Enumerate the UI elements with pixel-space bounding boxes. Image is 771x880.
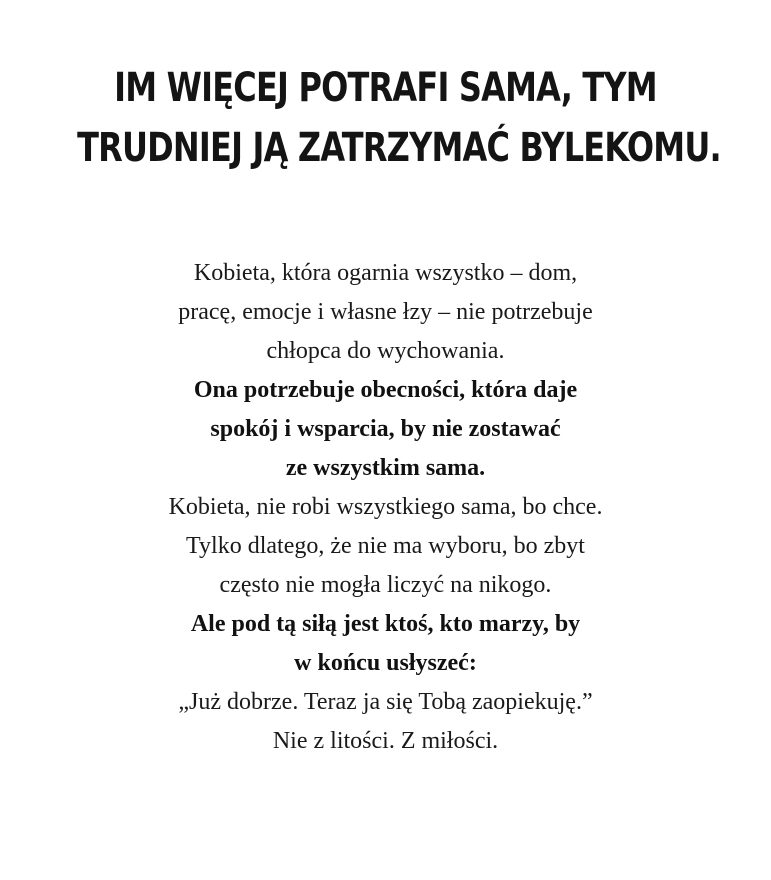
paragraph-3-line-3: często nie mogła liczyć na nikogo. [219,572,552,598]
paragraph-1 [0,254,771,371]
paragraph-2-line-3: ze wszystkim sama. [285,455,486,481]
paragraph-2-line-2: spokój i wsparcia, by nie zostawać [210,416,561,442]
paragraph-2-line-1: Ona potrzebuje obecności, która daje [193,377,578,403]
paragraph-4-line-1: Ale pod tą siłą jest ktoś, kto marzy, by [190,611,581,637]
headline-line-1: IM WIĘCEJ POTRAFI SAMA, TYM [114,65,657,111]
paragraph-5-line-1: „Już dobrze. Teraz ja się Tobą zaopiekuję.” [178,689,593,715]
paragraph-5-line-2: Nie z litości. Z miłości. [272,728,499,754]
paragraph-4-bold [0,605,771,683]
paragraph-3-line-2: Tylko dlatego, że nie ma wyboru, bo zbyt [186,533,585,559]
paragraph-1-line-1: Kobieta, która ogarnia wszystko – dom, [193,260,578,286]
paragraph-2-bold [0,371,771,488]
paragraph-5 [0,683,771,761]
headline [77,58,721,178]
paragraph-1-line-2: pracę, emocje i własne łzy – nie potrzebuje [178,299,593,325]
headline-line-2: TRUDNIEJ JĄ ZATRZYMAĆ BYLEKOMU. [77,125,721,171]
paragraph-3-line-1: Kobieta, nie robi wszystkiego sama, bo chce. [168,494,603,520]
body-text [0,254,771,761]
paragraph-3 [0,488,771,605]
paragraph-4-line-2: w końcu usłyszeć: [294,650,477,676]
paragraph-1-line-3: chłopca do wychowania. [266,338,505,364]
